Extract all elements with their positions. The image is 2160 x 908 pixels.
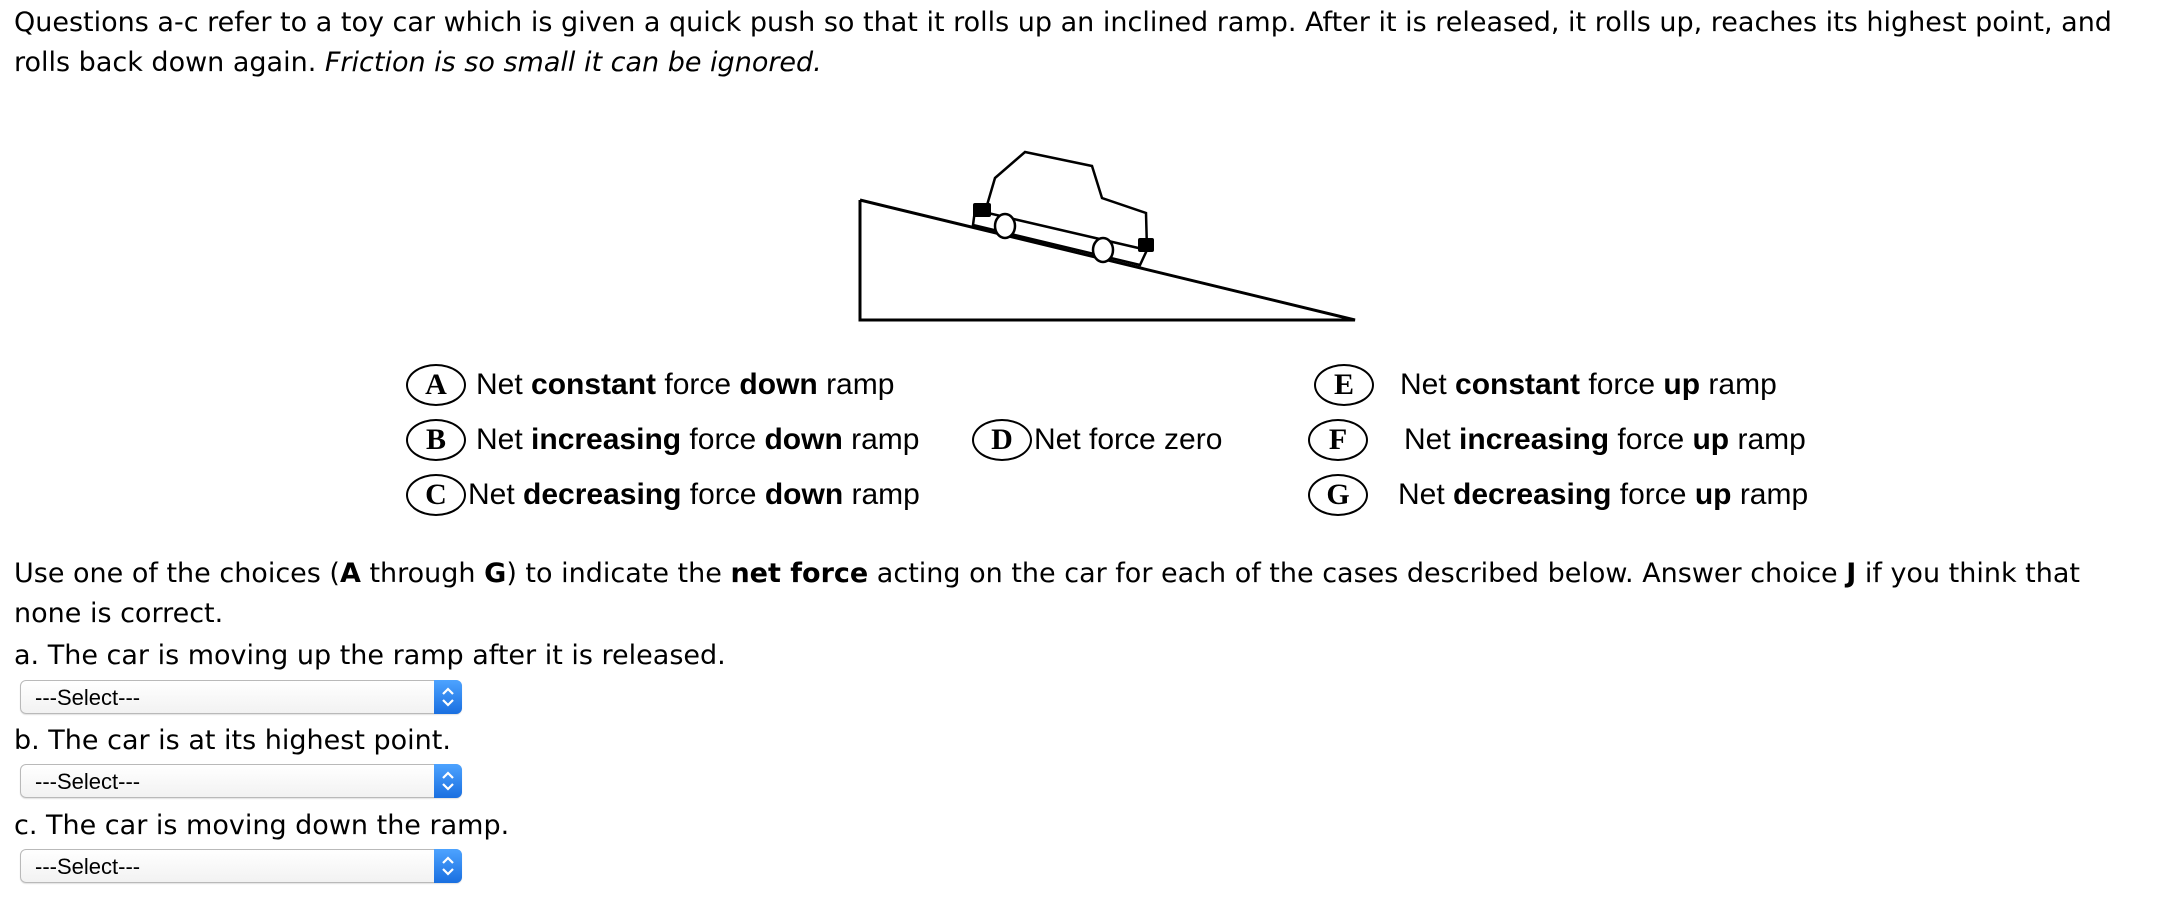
choice-a-label: Net constant force down ramp <box>476 368 895 401</box>
question-a-selected-value: ---Select--- <box>35 685 141 710</box>
choice-letter-a: A <box>406 364 466 406</box>
intro-text: Questions a-c refer to a toy car which is given a quick push so that it rolls up an inclined ramp. After it is released, it rolls up, reaches its highest point, and rolls back down again. <box>14 7 2112 78</box>
choice-a <box>406 365 894 405</box>
choice-letter-d: D <box>972 419 1032 461</box>
choice-letter-b: B <box>406 419 466 461</box>
choice-f <box>1308 420 1806 460</box>
intro-italic: Friction is so small it can be ignored. <box>324 47 822 78</box>
question-c-label: c. The car is moving down the ramp. <box>14 810 510 841</box>
question-c-selected-value: ---Select--- <box>35 854 141 879</box>
question-a-label: a. The car is moving up the ramp after it is released. <box>14 640 726 671</box>
question-c-select[interactable] <box>20 849 462 883</box>
choice-c-label: Net decreasing force down ramp <box>468 478 920 511</box>
choice-e-label: Net constant force up ramp <box>1400 368 1777 401</box>
choice-letter-f: F <box>1308 419 1368 461</box>
choice-g-label: Net decreasing force up ramp <box>1398 478 1809 511</box>
instructions-paragraph: Use one of the choices (A through G) to indicate the net force acting on the car for each of the cases described below. Answer choice J if you think that none is correct. <box>14 558 2081 629</box>
question-a-select[interactable] <box>20 680 462 714</box>
select-arrows-icon[interactable] <box>434 764 462 798</box>
question-b-select[interactable] <box>20 764 462 798</box>
choice-d-label: Net force zero <box>1034 423 1223 456</box>
choice-f-label: Net increasing force up ramp <box>1404 423 1806 456</box>
choice-letter-g: G <box>1308 474 1368 516</box>
choice-c <box>406 475 920 515</box>
choice-b-label: Net increasing force down ramp <box>476 423 920 456</box>
choice-g <box>1308 475 1808 515</box>
choice-d <box>972 420 1222 460</box>
choice-letter-c: C <box>406 474 466 516</box>
question-b-label: b. The car is at its highest point. <box>14 725 451 756</box>
choice-letter-e: E <box>1314 364 1374 406</box>
select-arrows-icon[interactable] <box>434 849 462 883</box>
choice-b <box>406 420 919 460</box>
question-b-selected-value: ---Select--- <box>35 769 141 794</box>
choice-e <box>1314 365 1777 405</box>
select-arrows-icon[interactable] <box>434 680 462 714</box>
